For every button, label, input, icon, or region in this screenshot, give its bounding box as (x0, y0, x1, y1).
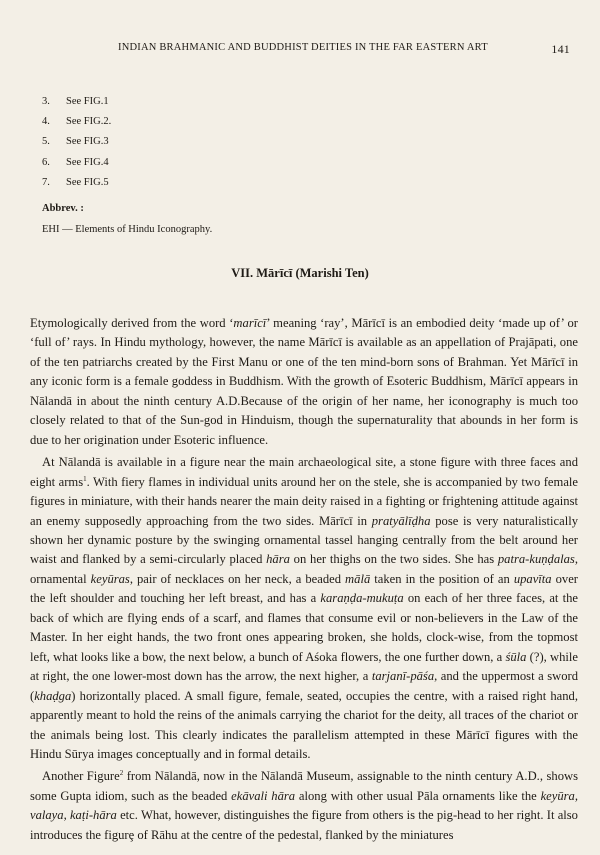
italic-term: ekāvali hāra (231, 788, 296, 803)
italic-term: marīcī (233, 316, 267, 330)
footnote-number: 5. (42, 136, 50, 148)
italic-term: pratyālīḍha (371, 513, 431, 528)
italic-term: keyūras (90, 571, 130, 586)
footnote-marker: 2 (119, 769, 124, 778)
italic-term: keyūra, valaya, kaṭi-hāra (30, 788, 578, 823)
footnote-item (42, 132, 111, 152)
footnote-item (42, 153, 111, 173)
footnote-item (42, 92, 111, 112)
footnote-text: See FIG.2. (66, 116, 112, 128)
page-number: 141 (551, 42, 570, 56)
text-run: on each of her three faces, at the back of which are flying ends of a scarf, and flames that consume evil or non-believers in the Law of the Master. In her eight hands, the two front ones appearing broken, she holds, clock-wise, from the topmost left, what looks like a bow, the next below, a bunch of Aśoka flowers, the one further down, a (30, 591, 578, 664)
paragraph-1 (30, 314, 578, 450)
footnote-item (42, 112, 111, 132)
footnote-list (42, 92, 111, 193)
footnote-marker: 1 (83, 474, 87, 483)
text-run: along with other usual Pāla ornaments like the (295, 788, 541, 803)
abbreviations-label: Abbrev. : (42, 203, 84, 214)
text-run: , ornamental (30, 552, 578, 586)
text-run: , and the uppermost a sword ( (30, 669, 578, 703)
body-text (30, 314, 578, 845)
footnote-number: 7. (42, 176, 50, 188)
text-run: on her thighs on the two sides. She has (289, 552, 498, 567)
text-run: from Nālandā, now in the Nālandā Museum, assignable to the ninth century A.D., shows some Gupta idiom, such as the beaded (30, 769, 578, 803)
section-heading: VII. Mārīcī (Marishi Ten) (231, 266, 369, 280)
italic-term: upavīta (513, 571, 552, 586)
text-run: over the left shoulder and touching her left breast, and has a (30, 571, 578, 606)
text-run: Another Figure (42, 769, 120, 784)
italic-term: mālā (345, 571, 371, 586)
paragraph-3 (30, 767, 578, 845)
italic-term: śūla (505, 649, 527, 664)
text-run: taken in the position of an (370, 571, 514, 586)
footnote-number: 3. (42, 96, 50, 107)
running-title: INDIAN BRAHMANIC AND BUDDHIST DEITIES IN THE FAR EASTERN ART (118, 42, 488, 53)
abbreviation-entry: EHI — Elements of Hindu Iconography. (42, 223, 213, 235)
footnote-text: See FIG.3 (66, 136, 109, 148)
italic-term: hāra (266, 552, 290, 567)
italic-term: karaṇḍa-mukuṭa (320, 591, 404, 606)
text-run: (?), while at right, the one lower-most down has the arrow, the next higher, a (30, 649, 578, 684)
text-run: etc. What, however, distinguishes the figure from others is the pig-head to her right. It also introduces the figurȩ of Rāhu at the centre of the pedestal, flanked by the miniatures (30, 808, 578, 842)
italic-term: patra-kuṇḍalas (497, 552, 575, 567)
footnote-number: 6. (42, 156, 50, 168)
footnote-item (42, 173, 111, 193)
footnote-text: See FIG.5 (66, 176, 109, 188)
text-run: pose is very naturalistically shown her dynamic posture by the swinging ornamental tassel hanging centrally from the belt around her waist and flanked by a semi-circularly placed (30, 513, 578, 567)
text-run: ) horizontally placed. A small figure, female, seated, occupies the centre, with a raised right hand, apparently meant to hold the reins of the animals carrying the chariot for the deity, all traces of the chariot or the animals being lost. This clearly indicates the parallelism attempted in these Mārīcī figures with the Hindu Sūrya images conceptually and in formal details. (30, 688, 578, 761)
footnote-text: See FIG.1 (66, 96, 109, 107)
text-run: At Nālandā is available in a figure near the main archaeological site, a stone figure with three faces and eight arms (30, 455, 578, 489)
abbreviations-block (42, 199, 212, 240)
italic-term: tarjanī-pāśa (371, 669, 435, 684)
text-run: ’ meaning ‘ray’, Mārīcī is an embodied deity ‘made up of’ or ‘full of’ rays. In Hindu mythology, however, the name Mārīcī is available as an appellation of Prajāpati, one of the ten patriarchs created by the First Manu or one of the ten mind-born sons of Brahman. Yet Mārīcī in any iconic form is a female goddess in Buddhism. With the growth of Esoteric Buddhism, Mārīcī appears in Nālandā in about the ninth century A.D.Because of the origin of her name, her iconography is much too closely related to that of the Sun-god in Hinduism, though the supernaturality that abounds in her form is due to her origination under Esoteric influence. (30, 316, 578, 447)
italic-term: khaḍga (34, 688, 72, 703)
paragraph-2 (30, 453, 578, 764)
text-run: . With fiery flames in individual units around her on the stele, she is accompanied by two female figures in miniature, with their hands nearer the main deity raised in a fighting or frightening attitude against an enemy supposedly approaching from the two sides. Mārīcī in (30, 474, 578, 528)
text-run: Etymologically derived from the word ‘ (30, 316, 234, 330)
footnote-number: 4. (42, 116, 50, 128)
footnote-text: See FIG.4 (66, 156, 109, 168)
text-run: , pair of necklaces on her neck, a beaded (129, 571, 346, 586)
